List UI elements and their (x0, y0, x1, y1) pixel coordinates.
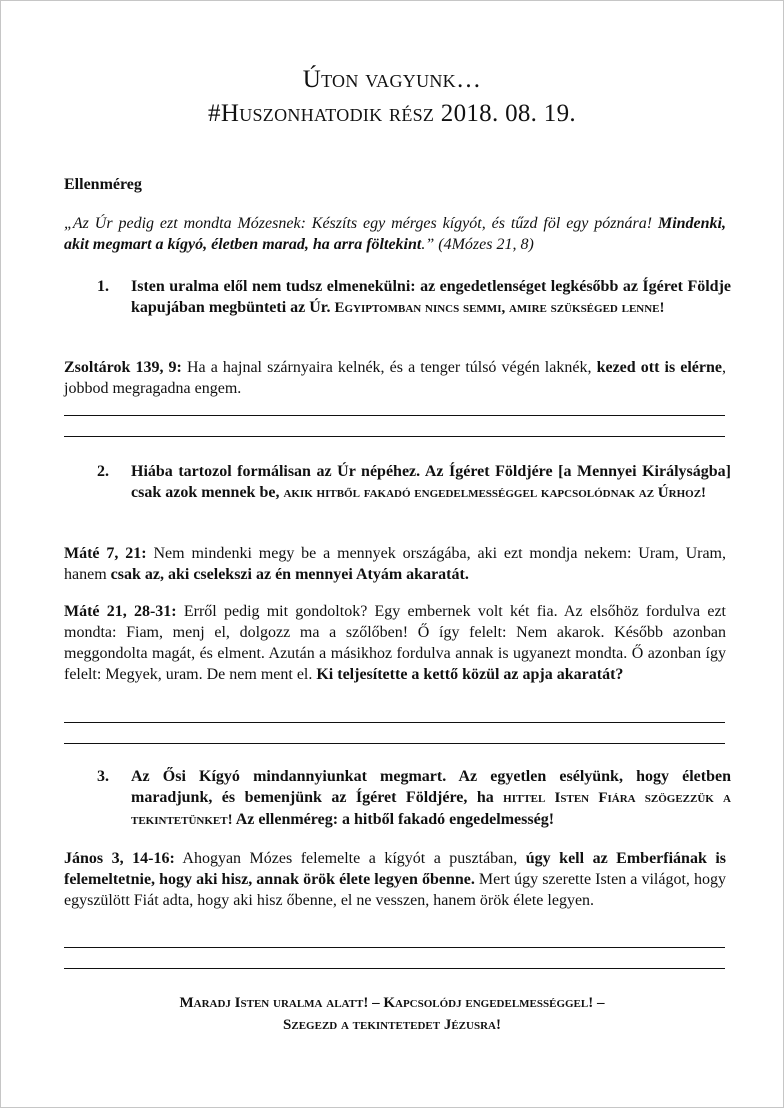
verse-mate-21 (64, 601, 726, 685)
quote-reference: (4Mózes 21, 8) (438, 236, 534, 253)
quote-text: „Az Úr pedig ezt mondta Mózesnek: Készíts egy mérges kígyót, és tűzd föl egy póznára! (64, 215, 658, 232)
answer-line[interactable] (64, 436, 725, 437)
title-line-1: Úton vagyunk… (302, 66, 482, 93)
verse-bold-text: kezed ott is elérne (596, 359, 723, 376)
point-smallcaps-text: hittel Isten Fiára szögezzük a tekintetünket! (131, 790, 731, 828)
point-bold-text: Hiába tartozol formálisan az Úr népéhez. Az Ígéret Földjére [a Mennyei Királyságba] csak azok mennek be, (131, 463, 731, 501)
verse-text: Erről pedig mit gondoltok? Egy embernek volt két fia. Az elsőhöz fordulva ezt mondta: Fiam, menj el, dolgozz ma a szőlőben! Ő így felelt: Nem akarok. Később azonban meggondolta magát, és elment. Azután a másikhoz fordulva annak is ugyanezt mondta. Ő azonban így felelt: Megyek, uram. De nem ment el. (64, 603, 726, 683)
verse-janos-3 (64, 848, 726, 911)
verse-text-end: , jobbod megragadna engem. (64, 359, 727, 397)
answer-line[interactable] (64, 722, 725, 723)
verse-mate-7 (64, 543, 726, 585)
point-bold-text: Az Ősi Kígyó mindannyiunkat megmart. Az egyetlen esélyünk, hogy életben maradjunk, és bemenjünk az Ígéret Földjére, ha (131, 768, 731, 806)
document-title (1, 63, 783, 131)
verse-text: Ha a hajnal szárnyaira kelnék, és a tenger túlsó végén laknék, (181, 359, 597, 376)
point-1 (97, 276, 731, 319)
verse-bold-text: úgy kell az Emberfiának is felemeltetnie, hogy aki hisz, annak örök élete legyen őbenne. (64, 850, 727, 888)
section-heading: Ellenméreg (64, 176, 142, 193)
answer-line[interactable] (64, 415, 725, 416)
opening-quote (64, 213, 726, 255)
point-bold-text-after: Az ellenméreg: a hitből fakadó engedelmesség! (232, 811, 555, 828)
quote-bold-text: Mindenki, akit megmart a kígyó, életben marad, ha arra föltekint (64, 215, 726, 253)
answer-line[interactable] (64, 968, 725, 969)
answer-line[interactable] (64, 947, 725, 948)
closing-exhortation (1, 992, 783, 1036)
footer-line-2: Szegezd a tekintetedet Jézusra! (283, 1017, 501, 1033)
verse-zsoltarok (64, 357, 726, 399)
point-bold-text: Isten uralma elől nem tudsz elmenekülni: az engedetlenséget legkésőbb az Ígéret Földje kapujában megbünteti az Úr. (131, 278, 731, 316)
point-smallcaps-text: Egyiptomban nincs semmi, amire szükséged lenne! (334, 300, 665, 316)
verse-bold-text: csak az, aki cselekszi az én mennyei Atyám akaratát. (110, 566, 469, 583)
answer-line[interactable] (64, 743, 725, 744)
point-3 (97, 766, 731, 831)
verse-text: Nem mindenki megy be a mennyek országába, aki ezt mondja nekem: Uram, Uram, hanem (64, 545, 726, 583)
verse-text: Ahogyan Mózes felemelte a kígyót a pusztában, (174, 850, 526, 867)
verse-reference: Máté 7, 21: (64, 545, 147, 562)
quote-closing: .” (421, 236, 439, 253)
footer-line-1: Maradj Isten uralma alatt! – Kapcsolódj engedelmességgel! – (179, 995, 605, 1011)
title-line-2: #Huszonhatodik rész 2018. 08. 19. (208, 100, 576, 127)
point-number: 3. (97, 768, 109, 785)
verse-reference: Máté 21, 28-31: (64, 603, 177, 620)
point-body (131, 276, 731, 319)
point-number: 1. (97, 278, 109, 295)
verse-reference: Zsoltárok 139, 9: (64, 359, 182, 376)
point-body (131, 461, 731, 504)
point-smallcaps-text: akik hitből fakadó engedelmességgel kapcsolódnak az Úrhoz! (283, 485, 707, 501)
verse-text-end: Mert úgy szerette Isten a világot, hogy egyszülött Fiát adta, hogy aki hisz őbenne, el ne vesszen, hanem örök élete legyen. (64, 871, 727, 909)
verse-bold-text: Ki teljesítette a kettő közül az apja akaratát? (316, 666, 624, 683)
point-body (131, 766, 731, 831)
point-2 (97, 461, 731, 504)
verse-reference: János 3, 14-16: (64, 850, 175, 867)
point-number: 2. (97, 463, 109, 480)
